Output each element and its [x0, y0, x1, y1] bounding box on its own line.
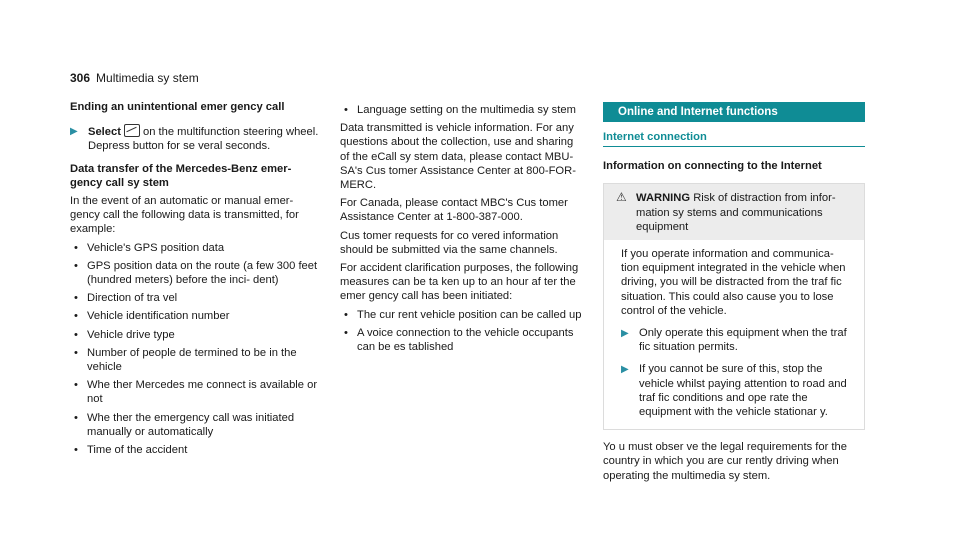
column-1	[70, 100, 320, 461]
list-item: • Direction of tra vel	[70, 291, 320, 305]
warning-label: WARNING	[636, 192, 691, 205]
list-item: • The cur rent vehicle position can be called up	[340, 308, 585, 322]
column-2	[340, 103, 585, 358]
list-item: • Whe ther the emergency call was initiated manually or automatically	[70, 411, 320, 439]
list-item: • Time of the accident	[70, 443, 320, 457]
warning-step-2-text: If you cannot be sure of this, stop the vehicle whilst paying attention to road and traf fic conditions and ope rate the equipment with the vehicle stationar y.	[639, 363, 847, 419]
heading-ending-call: Ending an unintentional emer gency call	[70, 101, 285, 113]
step-select-text: on the multifunction steering wheel. Depress button for se veral seconds.	[88, 126, 319, 153]
paragraph-requests: Cus tomer requests for co vered information should be submitted via the same channels.	[340, 229, 559, 256]
column-3	[603, 102, 865, 487]
heading-internet-info: Information on connecting to the Internet	[603, 160, 822, 173]
arrow-icon: ▶	[70, 126, 78, 138]
closing-paragraph: Yo u must obser ve the legal requirements for the country in which you are cur rently driving when operating the multimedia sy stem.	[603, 441, 847, 482]
warning-step-1	[621, 326, 854, 354]
list-item: • Vehicle's GPS position data	[70, 241, 320, 255]
page-header	[70, 71, 199, 85]
list-item: • Language setting on the multimedia sy stem	[340, 103, 585, 117]
paragraph-data-info: Data transmitted is vehicle information. For any questions about the collection, use and sharing of the eCall sy stem data, please contact MBU- SA's Cus tomer Assistance Center at 800-FOR- MERC.	[340, 122, 576, 192]
paragraph-accident: For accident clarification purposes, the following measures can be ta ken up to an hour af ter the emer gency call has been initiated:	[340, 262, 579, 303]
heading-data-transfer: Data transfer of the Mercedes-Benz emer- gency call sy stem	[70, 162, 292, 189]
section-title: Online and Internet functions	[603, 102, 865, 122]
data-transfer-intro: In the event of an automatic or manual emer- gency call the following data is transmitted, for example:	[70, 195, 299, 236]
section-name: Multimedia sy stem	[96, 71, 199, 85]
list-item: • Vehicle drive type	[70, 328, 320, 342]
warning-header	[604, 184, 864, 240]
list-item: • Whe ther Mercedes me connect is available or not	[70, 378, 320, 406]
warning-body	[604, 240, 864, 429]
step-select	[70, 124, 320, 153]
warning-step-1-text: Only operate this equipment when the traf fic situation permits.	[639, 327, 847, 354]
paragraph-canada: For Canada, please contact MBC's Cus tomer Assistance Center at 1-800-387-000.	[340, 197, 568, 224]
warning-box	[603, 183, 865, 430]
list-item: • Vehicle identification number	[70, 309, 320, 323]
list-item: • GPS position data on the route (a few 300 feet (hundred meters) before the inci- dent)	[70, 259, 320, 287]
list-item: • Number of people de termined to be in the vehicle	[70, 346, 320, 374]
subsection-title: Internet connection	[603, 130, 865, 147]
arrow-icon: ▶	[621, 364, 629, 376]
accident-measures-list	[340, 308, 585, 355]
list-item: • A voice connection to the vehicle occupants can be es tablished	[340, 326, 585, 354]
arrow-icon: ▶	[621, 328, 629, 340]
warning-title: Risk of distraction from infor- mation sy stems and communications equipment	[636, 192, 836, 233]
warning-triangle-icon: ⚠	[616, 190, 627, 205]
page-number: 306	[70, 71, 91, 85]
language-list	[340, 103, 585, 117]
emergency-call-icon	[124, 124, 140, 137]
warning-text: If you operate information and communica- tion equipment integrated in the vehicle when driving, you will be distracted from the traf fic situation. This could also cause you to lose control of the vehicle.	[621, 248, 846, 317]
warning-step-2	[621, 362, 854, 419]
step-select-label: Select	[88, 126, 121, 139]
transmitted-data-list	[70, 241, 320, 458]
